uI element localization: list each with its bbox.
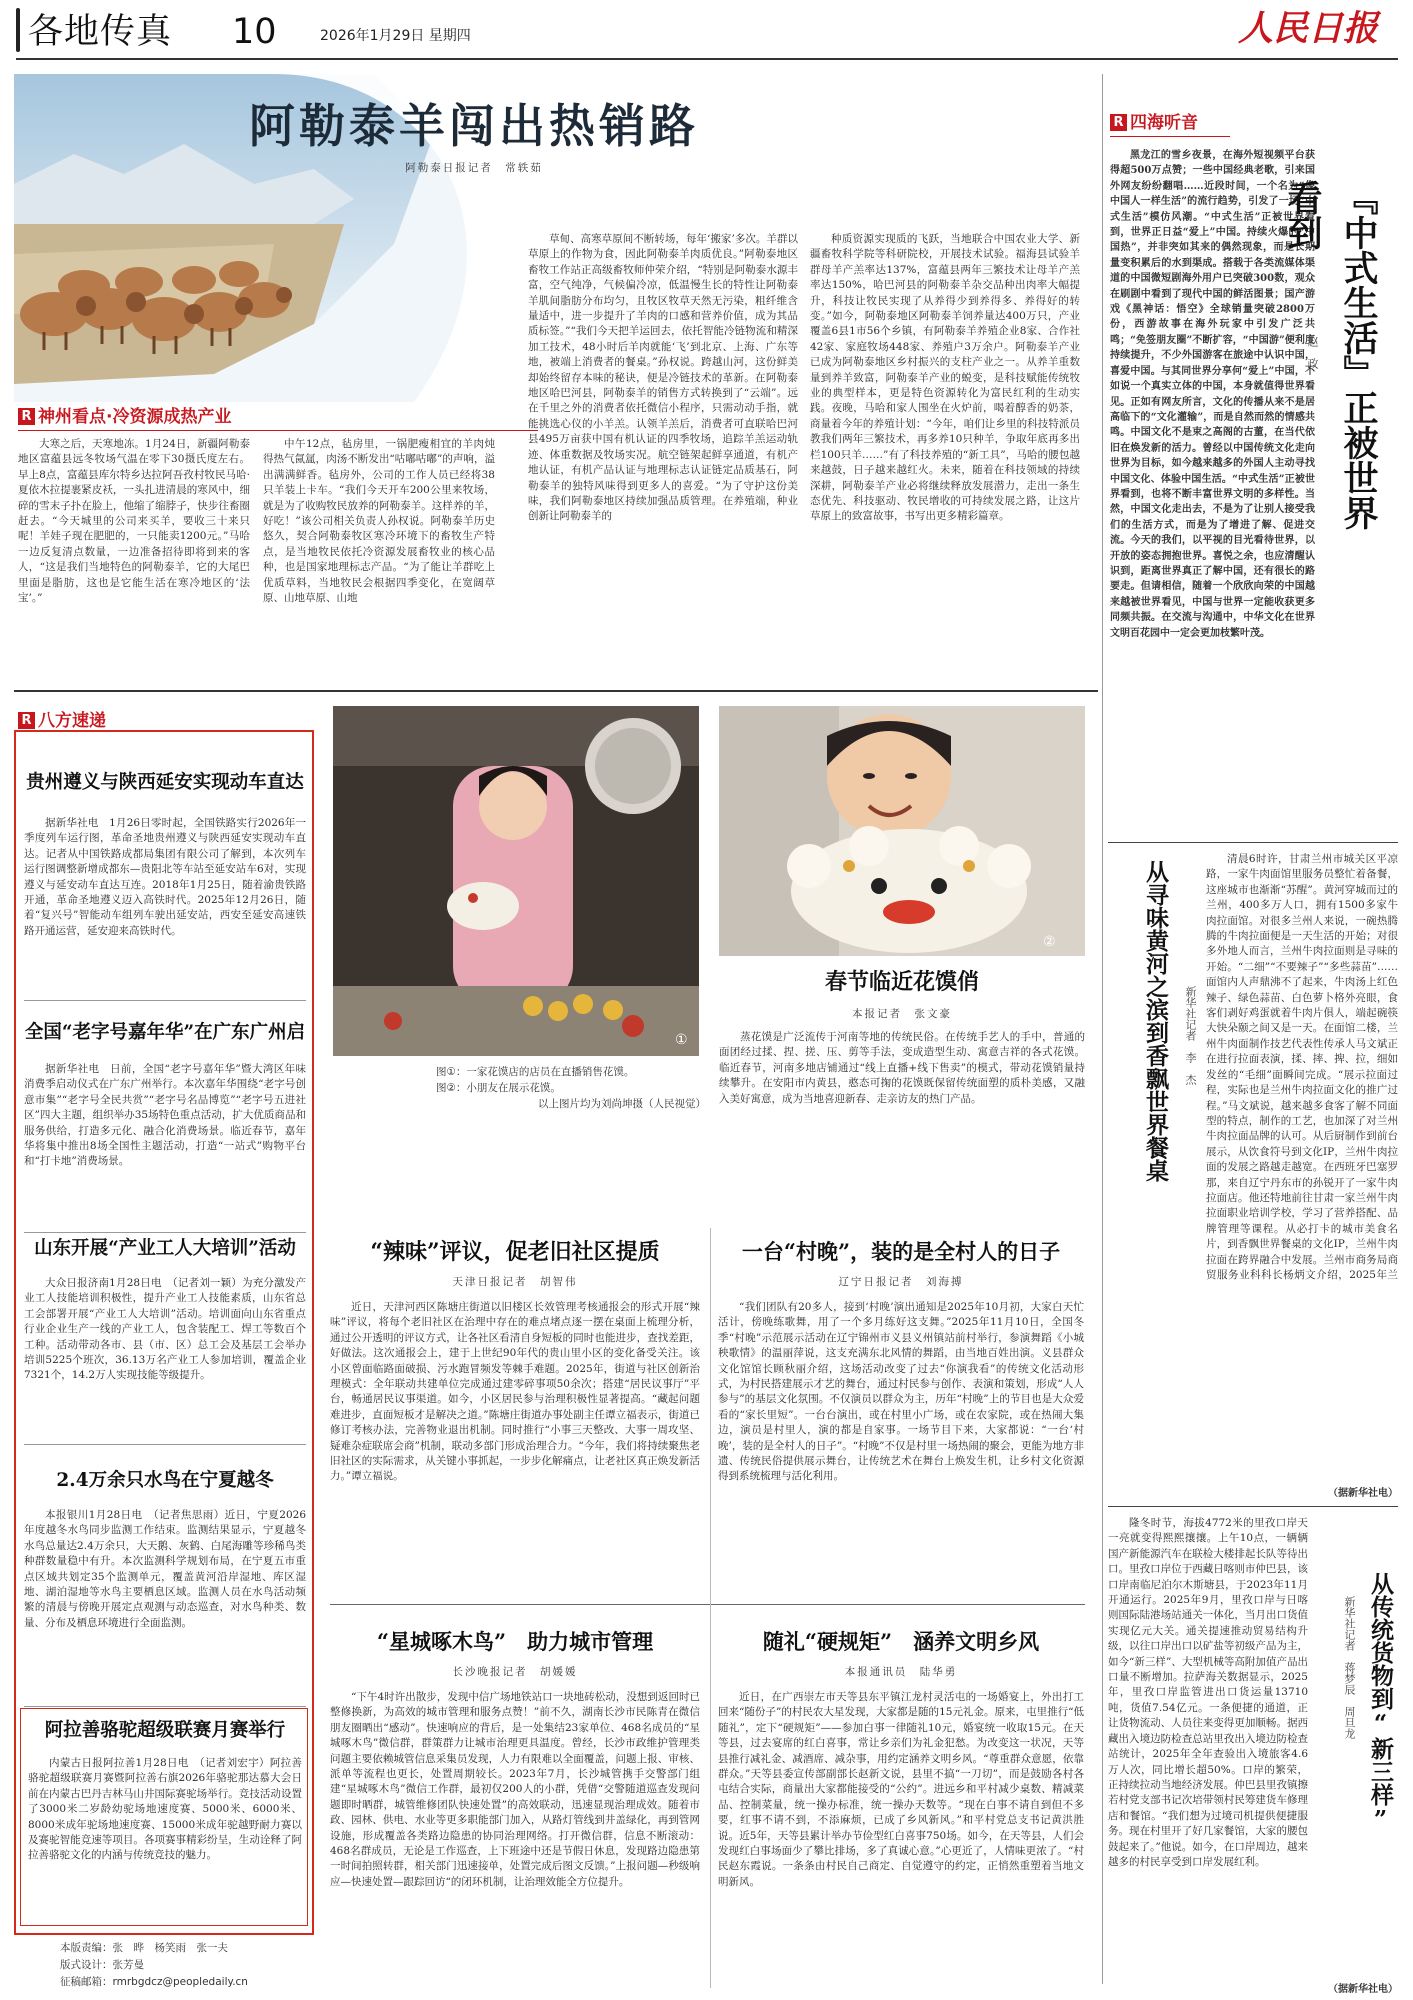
caption-2: 图②：小朋友在展示花馍。 [436, 1082, 561, 1094]
zhuomuniao-title: “星城啄木鸟” 助力城市管理 [376, 1629, 654, 1654]
photo-feature-text: 蒸花馍是广泛流传于河南等地的传统民俗。在传统手艺人的手中，普通的面团经过揉、捏、搓、压、剪等手法，变成造型生动、寓意吉祥的各式花馍。临近春节，河南多地店铺通过“线上直播+线下售卖”的模式，带动花馍销量持续攀升。在安阳市内黄县，憨态可掬的花馍既保留传统面塑的质朴美感，又融入美好寓意，成为当地喜迎新春、走亲访友的热门产品。 [719, 1031, 1085, 1105]
bafang-rule-1 [24, 1000, 306, 1001]
lead-byline: 阿勒泰日报记者 常轶茹 [405, 162, 543, 174]
cunwan-byline: 辽宁日报记者 刘海搏 [838, 1276, 964, 1288]
lamian-source: （据新华社电） [1328, 1488, 1398, 1499]
photo-2-child [719, 706, 1085, 956]
sihai-text: 黑龙江的雪乡夜景，在海外短视频平台获得超500万点赞；一些中国经典老歌，引来国外网友纷纷翻唱……近段时间，一个名为“像中国人一样生活”的流行趋势，引发了一场“中式生活”模仿风潮。“中式生活”正被世界看到，世界正日益“爱上”中国。持续火爆的“中国热”，并非突如其来的偶然现象，而是长期量变积累后的水到渠成。搭载于各类流媒体渠道的中国微短剧海外用户已突破300数，观众在刷剧中看到了现代中国的鲜活图景；国产游戏《黑神话：悟空》全球销量突破2800万份，西游故事在海外玩家中引发广泛共鸣；“免签朋友圈”不断扩容，“中国游”便利度持续提升，不少外国游客在旅途中认识中国，喜爱中国。与其同世界分享何“爱上”中国，不如说一个真实立体的中国，本身就值得世界看见。正如有网友所言，文化的传播从来不是居高临下的“文化灌输”，而是自然而然的情感共鸣。中国文化不是束之高阁的古董，在当代依旧在焕发新的活力。曾经以中国传统文化走向世界为目标，如今越来越多的外国人主动寻找中国文化、体验中国生活。“中式生活”正被世界看到，也将不断丰富世界文明的多样性。当然，中国文化走出去，不是为了让别人接受我们的生活方式，而是为了增进了解、促进交流。今天的我们，以平视的目光看待世界，以开放的姿态拥抱世界。喜悦之余，也应清醒认识到，距离世界真正了解中国，还有很长的路要走。但请相信，随着一个欣欣向荣的中国越来越被世界看见，中国与世界一定能收获更多同频共振。在交流与沟通中，中华文化在世界文明百花园中一定会更加枝繁叶茂。 [1110, 150, 1315, 639]
laziwei-title: “辣味”评议，促老旧社区提质 [370, 1239, 660, 1265]
huowu-headline: 从传统货物到“新三样” [1367, 1572, 1394, 1833]
lead-col-3 [528, 232, 798, 672]
lamian-text: 清晨6时许，甘肃兰州市城关区平凉路，一家牛肉面馆里服务员整忙着备餐，这座城市也渐渐“苏醒”。黄河穿城而过的兰州，400多万人口，拥有1500多家牛肉拉面馆。对很多兰州人来说，一碗热腾腾的牛肉拉面便是一天生活的开始；对很多外地人而言，兰州牛肉拉面则是寻味的开始。“二细”“不要辣子”“多些蒜苗”……面馆内人声鼎沸不了起来，牛肉汤上红色辣子、绿色蒜苗、白色萝卜格外亮眼，食客们剥好鸡蛋就着牛肉片俱人，端起碗筷大快朵颐之间又是一天。在面馆二楼，兰州牛肉面制作技艺代表性传承人马文斌正在进行拉面表演，揉、摔、捭、拉，细如发丝的“毛细”面瞬间完成。“展示拉面过程，实际也是兰州牛肉拉面文化的推广过程。”马文斌说，越来越多食客了解不同面型的特点，制作的工艺，也加深了对兰州牛肉拉面品牌的认可。从后厨制作到前台展示，从饮食符号到文化IP，兰州牛肉拉面的发展之路越走越宽。在西班牙巴塞罗那，来自辽宁丹东市的孙锐开了一家牛肉拉面店。他还特地前往甘肃一家兰州牛肉拉面职业培训学校，学习了营养搭配、品牌管理等课程。从必打卡的城市美食名片，到香飘世界餐桌的文化IP，兰州牛肉拉面在跨界融合中发展。兰州市商务局商贸服务业科科长杨炳文介绍，2025年兰 [1206, 853, 1398, 1281]
credit-editors: 本版责编：张 晔 杨笑雨 张一夫 [60, 1942, 228, 1954]
credits [60, 1940, 310, 1996]
lamian-author: 新华社记者 李 杰 [1184, 986, 1197, 1085]
credit-designer: 版式设计：张芳曼 [60, 1959, 144, 1971]
huowu-text: 隆冬时节，海拔4772米的里孜口岸天一亮就变得熙熙攘攘。上午10点，一辆辆国产新能源汽车在联检大楼排起长队等待出口。里孜口岸位于西藏日喀则市仲巴县，该口岸南临尼泊尔木斯塘县，于2023年11月开通运行。2025年9月，里孜口岸与日喀则国际陆港场站通关一体化，当月出口货值实现亿元大关。通关提速推动贸易结构升级，以往口岸出口以矿盐等初级产品为主，如今“新三样”、大型机械等高附加值产品出口量不断增加。拉萨海关数据显示，2025年，里孜口岸监管进出口货运量13710吨，货值7.54亿元。一条便捷的通道，正让货物流动、人员往来变得更加顺畅。据西藏出入境边防检查总站里孜出入境边防检查站统计，2025年全年查验出入境旅客4.6万人次，同比增长超50%。口岸的繁荣，正持续拉动当地经济发展。仲巴县里孜镇擦若村党支部书记次培带领村民筹建货车修理店和餐馆。“我们想为过境司机提供便捷服务。现在村里开了好几家餐馆，大家的腰包鼓起来了。”他说。如今，在口岸周边，越来越多的村民享受到口岸发展红利。 [1108, 1517, 1308, 1868]
photo-feature-title: 春节临近花馍俏 [824, 969, 979, 995]
cunwan-title: 一台“村晚”，装的是全村人的日子 [741, 1239, 1061, 1264]
bafang-body-4 [24, 1508, 306, 1700]
huowu-body [1108, 1516, 1308, 1976]
zhuomuniao-byline: 长沙晚报记者 胡媛媛 [452, 1666, 578, 1678]
bafang-rule-4 [24, 1706, 306, 1707]
bafang-body-1 [24, 816, 306, 992]
bafang-text-4: 本报银川1月28日电 （记者焦思雨）近日，宁夏2026年度越冬水鸟同步监测工作结束。监测结果显示，宁夏越冬水鸟总量达2.4万余只，大天鹅、灰鹤、白尾海雕等珍稀鸟类种群数量稳中有升。本次监测科学规划布局，在宁夏五市重点区域共划定35个监测单元，覆盖黄河沿岸湿地、库区湿地、湖泊湿地等水鸟主要栖息区域。监测人员在水鸟活动频繁的清晨与傍晚开展定点观测与动态巡查，对水鸟种类、数量、分布及栖息环境进行全面监测。 [24, 1509, 306, 1629]
masthead-logo: 人民日报 [1238, 8, 1379, 49]
lead-section-tag [18, 402, 348, 428]
mid-divider [710, 1228, 711, 1988]
page-number: 10 [232, 12, 277, 52]
lead-col-3-text: 草甸、高寒草原间不断转场，每年‘搬家’多次。羊群以草原上的作物为食，因此阿勒泰羊肉质优良。”阿勒泰地区畜牧工作站正高级畜牧师仲荣介绍，“特别是阿勒泰水源丰富，空气纯净，气候偏冷凉，低温慢生长的特性让阿勒泰羊肌间脂肪分布均匀，且牧区牧草天然无污染，粗纤维含量适中，进一步提升了羊肉的口感和营养价值，成为其品质标签。”“我们今天把羊运回去，依托智能冷链物流和精深加工技术，48小时后羊肉就能‘飞’到北京、上海、广东等地，被端上消费者的餐桌。”孙权说。跨越山河，这份鲜美却始终留存本味的秘诀，便是冷链技术的革新。在阿勒泰地区哈巴河县，阿勒泰羊的销售方式转换到了“云端”。远在千里之外的消费者依托微信小程序，只需动动手指，就能挑选心仪的小羊羔。认领羊羔后，消费者可直联哈巴河县495万亩获中国有机认证的四季牧场，追踪羊羔运动轨迹、体重数据及牧场实况。航空链架起鲜享通道，有机产地认证，有机产品认证与地理标志认证链定品质基石，阿勒泰羊的独特风味得到更多人的喜爱。“为了守护这份美味，我们阿勒泰地区持续加强品质管理。在养殖端，种业创新让阿勒泰羊的 [528, 233, 798, 523]
bafang-label [18, 706, 218, 732]
bafang-rule-3 [24, 1444, 306, 1445]
bafang-text-2: 据新华社电 日前，全国“老字号嘉年华”暨大湾区年味消费季启动仪式在广东广州举行。本次嘉年华围绕“老字号创意市集”“老字号全民共赏”“老字号名品博览”“老字号五进社区”四大主题，组织举办35场特色重点活动，扩大优质商品和服务供给，打造多元化、融合化消费场景。临近春节，嘉年华将集中推出8场全国性主题活动，打造“一站式”购物平台和“打卡地”消费场景。 [24, 1063, 306, 1168]
sihai-body [1110, 148, 1315, 828]
page-header [0, 0, 1413, 60]
laziwei-bottom-rule [330, 1604, 1085, 1605]
credit-email: 征稿邮箱：rmrbgdcz@peopledaily.cn [60, 1976, 248, 1988]
laziwei-text: 近日，天津河西区陈塘庄街道以旧楼区长效管理考核通报会的形式开展“辣味”评议，将每个老旧社区在治理中存在的难点堵点逐一摆在桌面上梳理分析，通过公开透明的评议方式，让各社区看清自身短板的同时也能进步，查找差距，好做法。这次通报会上，建于上世纪90年代的贵山里小区的变化备受关注。该小区曾面临路面破损、污水跑冒频发等棘手难题。2025年，街道与社区创新治理模式：全年联动共建单位完成通过建零碎事项50余次；搭建“居民议事厅”平台，畅通居民议事渠道。如今，小区居民参与治理积极性显著提高。“藏起问题难进步，直面短板才是解决之道。”陈塘庄街道办事处副主任谭立福表示，街道已修订考核办法，完善物业退出机制。同时推行“小事三天整改、大事一周攻坚、疑难杂症联席会商”机制，联动多部门形成治理合力。“今年，我们将持续聚焦老旧社区的实际需求，从关键小事抓起，一步步化解痛点，让老社区真正焕发新活力。”谭立福说。 [330, 1301, 700, 1483]
laziwei-body [330, 1300, 700, 1600]
photo-credit: 以上图片均为刘尚坤摄（人民视觉） [538, 1098, 706, 1110]
lead-headline: 阿勒泰羊闯出热销路 [249, 99, 699, 153]
bafang-text-3: 大众日报济南1月28日电 （记者刘一颖）为充分激发产业工人技能培训积极性，提升产业工人技能素质，山东省总工会部署开展“产业工人大培训”活动。培训面向山东省重点行业企业生产一线的产业工人，包含装配工、焊工等数百个工种。活动带动各市、县（市、区）总工会及基层工会举办培训5225个班次，36.13万名产业工人参加培训，覆盖企业7321个，14.2万人实现技能等级提升。 [24, 1277, 306, 1382]
lead-bottom-rule [14, 690, 1098, 692]
bafang-rule-2 [24, 1232, 306, 1233]
suili-body [718, 1690, 1084, 1992]
sihai-headline: 『中式生活』正被世界看到 [1282, 180, 1379, 530]
cunwan-text: “我们团队有20多人，接到‘村晚’演出通知是2025年10月初，大家白天忙活计，傍晚练歌舞，用了一个多月练好这支舞。”2025年11月10日，全国冬季“村晚”示范展示活动在辽宁锦州市义县义州镇站前村举行，参演舞蹈《小城秧歌情》的温丽萍说，这支充满东北风情的舞蹈，由当地百姓出演。义县群众文化馆馆长顾秋丽介绍，这场活动改变了过去“你演我看”的传统文化活动形式，为村民搭建展示才艺的舞台，通过村民参与创作、表演和策划，形成“人人参与”的基层文化氛围。不仅演员以群众为主，历年“村晚”上的节目也是大众爱看的“家长里短”。一台台演出，或在村里小广场，或在农家院，或在热闹大集边，演员是村里人，演的都是自家事。一场节目下来，大家都说：“一台‘村晚’，装的是全村人的日子”。“村晚”不仅是村里一场热闹的聚会，更能为地方非遗、传统民俗提供展示舞台，让传统艺术在舞台上焕发生机，让乡村文化资源得到系统梳理与活化利用。 [718, 1301, 1084, 1483]
r-badge-icon: R [18, 408, 35, 425]
header-left-rule [16, 8, 20, 52]
cunwan-body [718, 1300, 1084, 1600]
photo-captions [436, 1064, 706, 1128]
lead-tag-rule [18, 430, 538, 431]
suili-title: 随礼“硬规矩” 涵养文明乡风 [762, 1629, 1040, 1654]
sihai-author: 赵 政 [1306, 336, 1319, 369]
caption-1: 图①：一家花馍店的店员在直播销售花馍。 [436, 1066, 635, 1078]
huowu-source: （据新华社电） [1328, 1984, 1398, 1995]
lead-section-tag-text: 神州看点·冷资源成热产业 [38, 407, 232, 427]
sihai-bottom-rule [1108, 842, 1398, 843]
lead-col-4 [810, 232, 1080, 672]
sihai-label [1110, 108, 1270, 134]
sihai-label-text: 四海听音 [1130, 113, 1198, 133]
huowu-author: 新华社记者 蒋梦辰 周旦龙 [1343, 1596, 1356, 1739]
lamian-headline: 从寻味黄河之滨到香飘世界餐桌 [1142, 860, 1169, 1182]
laziwei-byline: 天津日报记者 胡智伟 [452, 1276, 578, 1288]
bafang-title-2: 全国“老字号嘉年华”在广东广州启 [24, 1022, 306, 1043]
r-badge-icon: R [1110, 114, 1127, 131]
bafang-text-5: 内蒙古日报阿拉善1月28日电 （记者刘宏宇）阿拉善骆驼超级联赛月赛暨阿拉善右旗2026年骆驼那达慕大会日前在内蒙古巴丹吉林马山井国际赛驼场举行。竞技活动设置了3000米二岁龄幼驼场地速度赛、5000米、6000米、8000米成年驼场地速度赛、15000米成年驼越野耐力赛以及赛驼智能竞速等项目。各项赛事精彩纷呈，生动诠释了阿拉善骆驼文化的内涵与传统竞技的魅力。 [28, 1757, 302, 1862]
right-column-divider [1102, 74, 1103, 1984]
zhuomuniao-body [330, 1690, 700, 1992]
lamian-bottom-rule [1108, 1506, 1398, 1507]
lead-col-4-text: 种质资源实现质的飞跃，当地联合中国农业大学、新疆畜牧科学院等科研院校，开展技术试验。福海县试验羊群母羊产羔率达137%，富蕴县两年三繁技术让母羊产羔率达150%，哈巴河县的阿勒泰羊杂交品种出肉率大幅提升，科技让牧民实现了从养得少到养得多、养得好的转变。”如今，阿勒泰地区阿勒泰羊饲养量达400万只，产业覆盖6县1市56个乡镇，有阿勒泰羊养殖企业8家、合作社42家、家庭牧场448家、养殖户3万余户。阿勒泰羊产业已成为阿勒泰地区乡村振兴的支柱产业之一。从养羊重数量到养羊致富，阿勒泰羊产业的蜕变，是科技赋能传统牧业的典型样本，更是特色资源转化为富民红利的生动实践。夜晚，马哈和家人围坐在火炉前，喝着醇香的奶茶，商量着今年的养殖计划：“今年，咱们让乡里的科技特派员教我们两年三繁技术，再多养10只种羊，争取年底再多出栏100只羊……”有了科技养殖的“新工具”，马哈的腰包越来越鼓，日子越来越红火。未来，随着在科技领域的持续深耕，阿勒泰羊产业必将继续释放发展潜力，走出一条生态优先、科技驱动、牧民增收的可持续发展之路，让这片草原上的致富故事，书写出更多精彩篇章。 [810, 233, 1080, 523]
lead-col-1 [18, 437, 250, 667]
photo-2-badge: ② [1043, 934, 1056, 950]
suili-byline: 本报通讯员 陆华勇 [844, 1666, 958, 1678]
bafang-body-5 [28, 1756, 302, 1920]
sihai-label-rule [1110, 136, 1230, 137]
lead-col-2-text: 中午12点，毡房里，一锅肥瘦相宜的羊肉炖得热气氤氲，肉汤不断发出“咕嘟咕嘟”的声响，溢出满满鲜香。毡房外，公司的工作人员已经将38只羊装上卡车。“我们今天开车200公里来牧场，就是为了收购牧民放养的阿勒泰羊。这样养的羊，好吃！”该公司相关负责人孙权说。阿勒泰羊历史悠久，契合阿勒泰牧区寒冷环境下的畜牧生产特点，是当地牧民依托冷资源发展畜牧业的核心品种，也是国家地理标志产品。“为了能让羊群吃上优质草料，当地牧民会根据四季变化，在宽阔草原、山地草原、山地 [263, 438, 495, 605]
r-badge-icon: R [18, 712, 35, 729]
section-name: 各地传真 [28, 12, 173, 52]
lamian-body-top [1206, 852, 1398, 1282]
suili-text: 近日，在广西崇左市天等县东平镇江龙村灵活屯的一场婚宴上，外出打工回来“随份子”的村民农大星发现，大家都是随的15元礼金。原来，屯里推行“低随礼”，定下“硬规矩”——参加白事一律随礼10元，婚宴统一收取15元。在天等县，过去宴席的红白喜事，常让乡亲们为礼金犯愁。为改变这一状况，天等县推行减礼金、减酒席、减杂事，用约定涵养文明乡风。“尊重群众意愿，依靠群众。”天等县委宣传部副部长赵新文说，县里不搞“一刀切”，而是鼓励各村各屯结合实际，商量出大家都能接受的“公约”。进远乡和平村减少桌数、精减菜品、控制菜量，统一操办标准，统一操办天数等。“现在白事不请自到但不多要，红事不请不到，不添麻烦，已成了乡风新风。”和平村党总支书记黄洪胜说。近5年，天等县累计举办节俭型红白喜事750场。如今，在天等县，人们会发现红白事场面少了攀比排场，多了真诚心意。”心更近了，人情味更浓了。“村民赵东霞说。一条条由村民自己商定、自觉遵守的约定，正悄然重塑着当地文明新风。 [718, 1691, 1084, 1888]
zhuomuniao-text: “下午4时许出散步，发现中信广场地铁站口一块地砖松动，没想到返回时已整修换新，为高效的城市管理和服务点赞！”前不久，湖南长沙市民陈青在微信朋友圈晒出“感动”。快速响应的背后，是一处集结23家单位、468名成员的“星城啄木鸟”微信群，群策群力让城市治理更具温度。曾经，长沙市政维护管理类问题主要依赖城管信息采集员发现，人力有限难以全面覆盖，问题上报、审核、派单等流程也更长，处置周期较长。2023年7月，长沙城管携手交警部门组建“星城啄木鸟”微信工作群，最初仅200人的小群，凭借“交警随道巡查发现问题即时晒群，城管维修团队快速处置”的高效联动，迅速显现治理成效。随着市政、园林、供电、水业等更多职能部门加入，从路灯管线到井盖绿化，再到管网设施，形成覆盖各类路边隐患的协同治理网络。打开微信群，信息不断滚动：468名群成员，无论是工作巡查，上下班途中还是节假日休息，发现路边隐患第一时间拍照转群，相关部门迅速接单，处置完成后图文反馈。”上报问题—秒级响应—快速处置—跟踪回访“的闭环机制，让治理效能全方位提升。 [330, 1691, 700, 1888]
child-with-huamo-photo [719, 706, 1085, 956]
header-rule [16, 58, 1398, 60]
bafang-title-3: 山东开展“产业工人大培训”活动 [34, 1238, 296, 1259]
bafang-label-text: 八方速递 [38, 711, 106, 731]
bafang-title-1: 贵州遵义与陕西延安实现动车直达 [26, 772, 304, 793]
lead-col-1-text: 大寒之后，天寒地冻。1月24日，新疆阿勒泰地区富蕴县远冬牧场气温在零下30摄氏度左右。早上8点，富蕴县库尔特乡达拉阿吾孜村牧民马哈·夏依木拉提裹紧皮袄，一头扎进清晨的寒风中，细碎的雪末子扑在脸上，他缩了缩脖子，快步往畜圈赶去。“今天城里的公司来买羊，要收三十来只呢！羊娃子现在肥肥的，一只能卖1200元。”马哈一边反复清点数量，一边准备招待即将到来的客人，“这是我们当地特色的阿勒泰羊，它的大尾巴里面是脂肪，这也是它能生活在寒冷地区的‘法宝’。” [18, 438, 250, 605]
photo-feature-byline: 本报记者 张文豪 [852, 1008, 952, 1020]
bafang-text-1: 据新华社电 1月26日零时起，全国铁路实行2026年一季度列车运行图，革命圣地贵州遵义与陕西延安实现动车直达。记者从中国铁路成都局集团有限公司了解到，本次列车运行图调整新增成都东—贵阳北等车站至延安站车6对，实现遵义与延安动车直达互连。2018年1月25日，随着渝贵铁路开通，革命圣地遵义迈入高铁时代。2025年12月26日，随着“复兴号”智能动车组列车驶出延安站，西安至延安高速铁路开通运营，延安迎来高铁时代。 [24, 817, 306, 937]
bakery-livestream-photo [333, 706, 699, 1056]
photo-1-badge: ① [675, 1032, 688, 1048]
issue-date: 2026年1月29日 星期四 [320, 28, 471, 44]
lead-col-2 [263, 437, 495, 667]
bafang-title-4: 2.4万余只水鸟在宁夏越冬 [56, 1470, 274, 1491]
bafang-body-3 [24, 1276, 306, 1436]
photo-feature-body [719, 1030, 1085, 1130]
bafang-title-5: 阿拉善骆驼超级联赛月赛举行 [44, 1720, 286, 1741]
photo-1-livestream [333, 706, 699, 1056]
bafang-body-2 [24, 1062, 306, 1224]
